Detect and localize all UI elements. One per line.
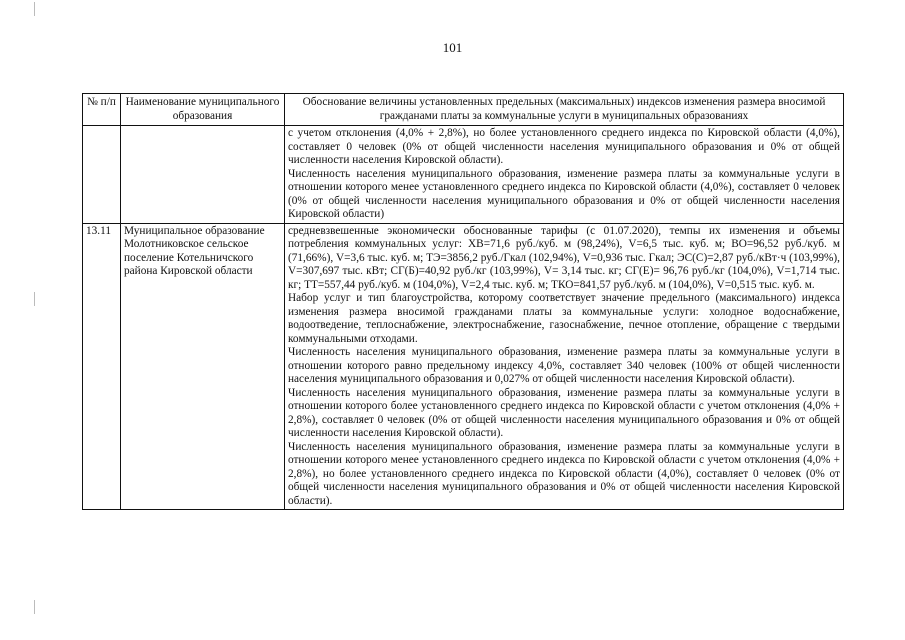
row-municipality: Муниципальное образование Молотниковское сельское поселение Котельничского района Кировской области <box>121 223 285 510</box>
justification-paragraph: Численность населения муниципального образования, изменение размера платы за коммунальные услуги в отношении которого менее установленного среднего индекса по Кировской области (4,0%), составляет 0 человек (0% от общей численности населения муниципального образования и 0% от общей численности населения Кировской области) <box>288 167 840 220</box>
row-municipality <box>121 126 285 224</box>
justification-paragraph: средневзвешенные экономически обоснованные тарифы (с 01.07.2020), темпы их изменения и объемы потребления коммунальных услуг: ХВ=71,6 руб./куб. м (98,24%), V=6,5 тыс. куб. м; ВО=96,52 руб./куб. м (71,66%), V=3,6 тыс. куб. м; ТЭ=3856,2 руб./Гкал (102,94%), V=0,936 тыс. Гкал; ЭС(С)=2,87 руб./кВт·ч (103,99%), V=307,697 тыс. кВт; СГ(Б)=40,92 руб./кг (103,99%), V= 3,14 тыс. кг; СГ(Е)= 96,76 руб./кг (104,0%), V=1,714 тыс. кг; ТТ=557,44 руб./куб. м (104,0%), V=2,4 тыс. куб. м; ТКО=841,57 руб./куб. м (104,0%), V=0,515 тыс. куб. м. <box>288 224 840 291</box>
row-justification <box>285 126 844 224</box>
scan-artifact <box>34 2 35 16</box>
justification-paragraph: Численность населения муниципального образования, изменение размера платы за коммунальные услуги в отношении которого более установленного среднего индекса по Кировской области с учетом отклонения (4,0% + 2,8%), составляет 0 человек (0% от общей численности населения муниципального образования и 0% от общей численности населения Кировской области). <box>288 386 840 439</box>
header-number: № п/п <box>83 94 121 126</box>
justification-paragraph: Набор услуг и тип благоустройства, которому соответствует значение предельного (максимального) индекса изменения размера вносимой гражданами платы за коммунальные услуги: холодное водоснабжение, водоотведение, теплоснабжение, электроснабжение, газоснабжение, печное отопление, обращение с твердыми коммунальными отходами. <box>288 292 840 345</box>
header-justification: Обоснование величины установленных предельных (максимальных) индексов изменения размера вносимой гражданами платы за коммунальные услуги в муниципальных образованиях <box>285 94 844 126</box>
page-number: 101 <box>442 40 463 55</box>
scan-artifact <box>34 600 35 614</box>
justification-paragraph: Численность населения муниципального образования, изменение размера платы за коммунальные услуги в отношении которого менее установленного среднего индекса по Кировской области с учетом отклонения (4,0% + 2,8%), но более установленного среднего индекса по Кировской области (4,0%), составляет 0 человек (0% от общей численности населения муниципального образования и 0% от общей численности населения Кировской области). <box>288 440 840 507</box>
justification-paragraph: Численность населения муниципального образования, изменение размера платы за коммунальные услуги в отношении которого равно предельному индексу 4,0%, составляет 340 человек (100% от общей численности населения муниципального образования и 0,027% от общей численности населения Кировской области). <box>288 346 840 385</box>
row-number <box>83 126 121 224</box>
justification-paragraph: с учетом отклонения (4,0% + 2,8%), но более установленного среднего индекса по Кировской области (4,0%), составляет 0 человек (0% от общей численности населения муниципального образования и 0% от общей численности населения Кировской области). <box>288 127 840 166</box>
scan-artifact <box>34 292 35 306</box>
table-row <box>83 223 844 510</box>
tariff-table <box>82 93 844 510</box>
header-municipality: Наименование муниципального образования <box>121 94 285 126</box>
row-number: 13.11 <box>83 223 121 510</box>
table-row-continuation <box>83 126 844 224</box>
row-justification <box>285 223 844 510</box>
table-header-row <box>83 94 844 126</box>
